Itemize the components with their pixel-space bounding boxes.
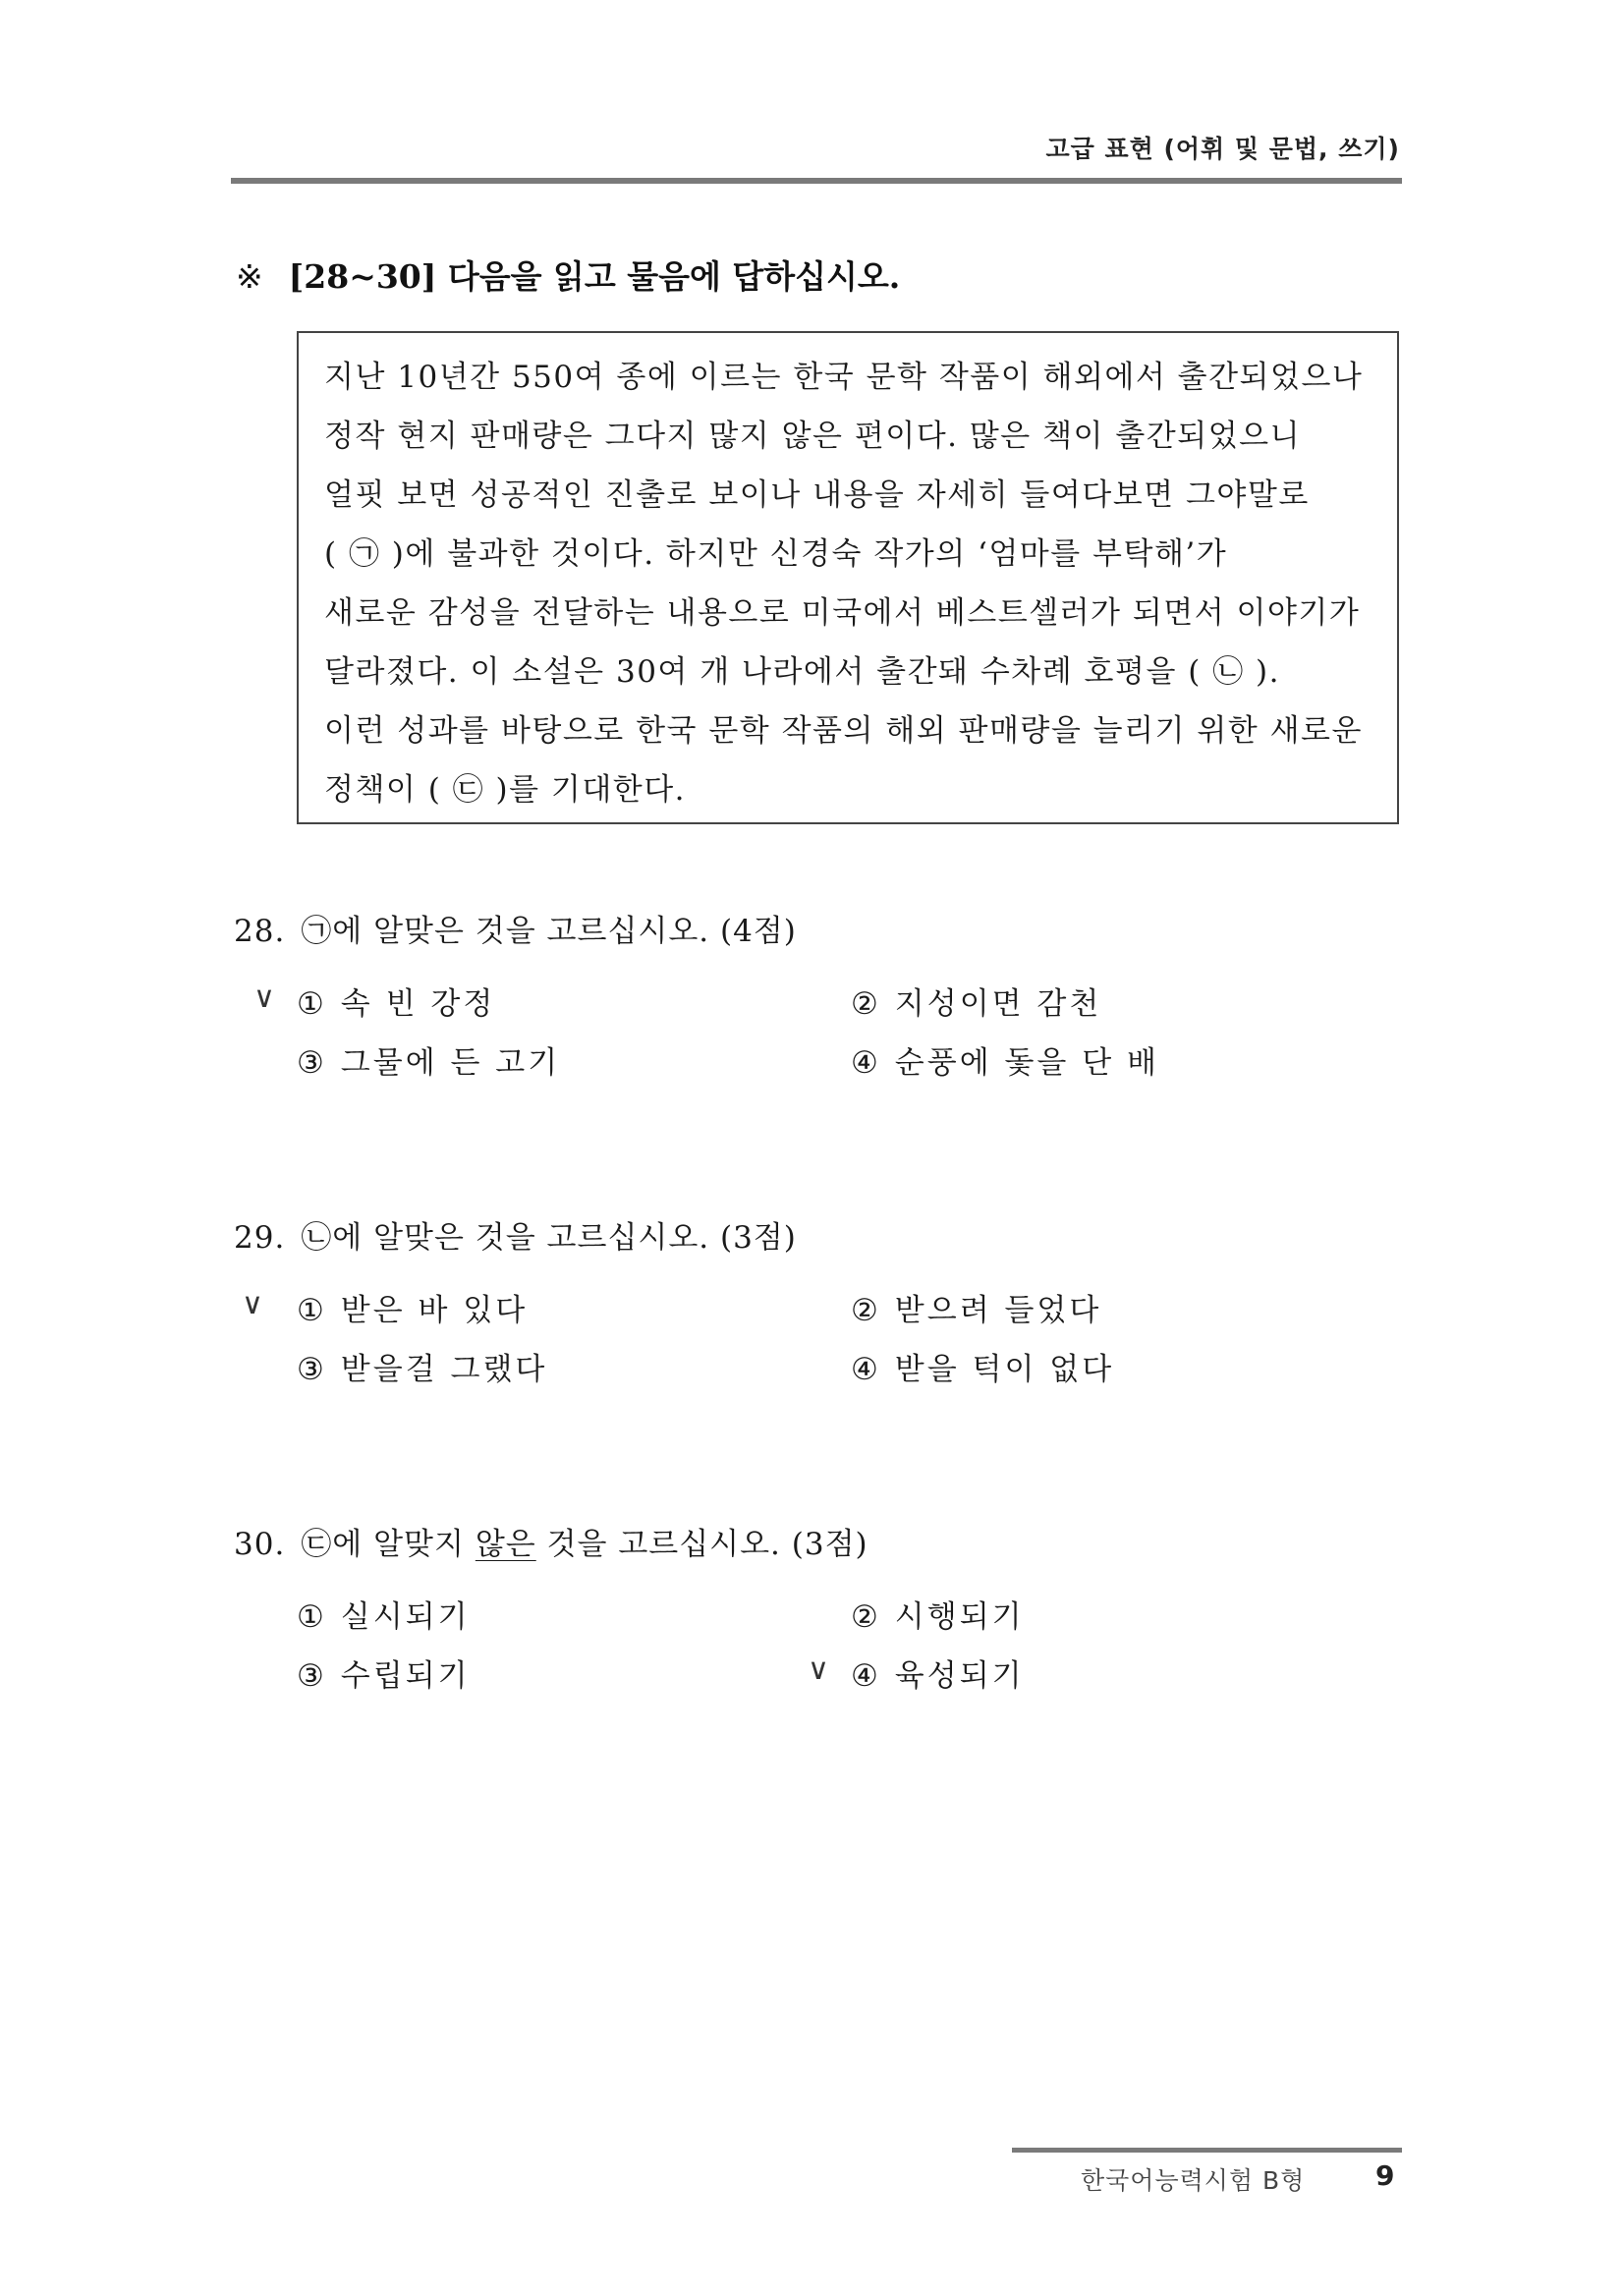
reference-mark: ※ [236, 257, 263, 296]
q28-option-1[interactable] [297, 979, 495, 1023]
passage-line: 달라졌다. 이 소설은 30여 개 나라에서 출간돼 수차례 호평을 ( ㉡ ). [324, 654, 1280, 690]
passage-line: ( ㉠ )에 불과한 것이다. 하지만 신경숙 작가의 ‘엄마를 부탁해’가 [324, 536, 1228, 572]
option-text: 속 빈 강정 [340, 986, 496, 1022]
option-text: 육성되기 [894, 1658, 1025, 1694]
option-text: 지성이면 감천 [894, 986, 1102, 1022]
q30-option-2[interactable] [851, 1592, 1025, 1636]
page-header-title: 고급 표현 (어휘 및 문법, 쓰기) [1045, 135, 1400, 163]
page-number: 9 [1375, 2159, 1395, 2192]
passage-line: 정작 현지 판매량은 그다지 많지 않은 편이다. 많은 책이 출간되었으니 [324, 419, 1302, 454]
answer-check-mark: ∨ [808, 1652, 829, 1687]
q29-option-1[interactable] [297, 1285, 528, 1329]
question-28-stem [234, 906, 797, 950]
question-number: 28. [234, 914, 286, 949]
question-text: ㉡에 알맞은 것을 고르십시오. (3점) [301, 1220, 797, 1256]
option-marker: ④ [851, 1352, 881, 1387]
q30-option-3[interactable] [297, 1651, 471, 1695]
passage-line: 이런 성과를 바탕으로 한국 문학 작품의 해외 판매량을 늘리기 위한 새로운 [324, 713, 1363, 749]
footer-rule [1012, 2148, 1402, 2153]
header-rule [231, 178, 1402, 184]
option-marker: ① [297, 1293, 327, 1328]
option-marker: ③ [297, 1045, 327, 1081]
option-marker: ④ [851, 1658, 881, 1694]
footer-exam-name: 한국어능력시험 B형 [1081, 2166, 1306, 2195]
answer-check-mark: ∨ [242, 1287, 263, 1321]
option-marker: ② [851, 1293, 881, 1328]
question-30-stem [234, 1519, 868, 1563]
option-marker: ① [297, 1599, 327, 1635]
q28-option-3[interactable] [297, 1037, 560, 1082]
q30-option-1[interactable] [297, 1592, 471, 1636]
q29-option-2[interactable] [851, 1285, 1101, 1329]
option-marker: ④ [851, 1045, 881, 1081]
q28-option-2[interactable] [851, 979, 1101, 1023]
q29-option-3[interactable] [297, 1344, 547, 1388]
passage-line: 정책이 ( ㉢ )를 기대한다. [324, 772, 687, 808]
q29-option-4[interactable] [851, 1344, 1114, 1388]
q28-option-4[interactable] [851, 1037, 1159, 1082]
option-text: 수립되기 [340, 1658, 471, 1694]
option-text: 그물에 든 고기 [340, 1045, 561, 1081]
section-heading [236, 252, 900, 298]
option-marker: ② [851, 1599, 881, 1635]
option-text: 받을 턱이 없다 [894, 1352, 1115, 1387]
option-marker: ③ [297, 1352, 327, 1387]
section-heading-text: [28~30] 다음을 읽고 물음에 답하십시오. [288, 257, 901, 296]
passage-line: 지난 10년간 550여 종에 이르는 한국 문학 작품이 해외에서 출간되었으나 [324, 360, 1364, 395]
option-marker: ② [851, 986, 881, 1022]
option-text: 순풍에 돛을 단 배 [894, 1045, 1159, 1081]
q30-option-4[interactable] [851, 1651, 1025, 1695]
option-marker: ① [297, 986, 327, 1022]
question-text-after: 것을 고르십시오. (3점) [535, 1527, 868, 1562]
passage-line: 새로운 감성을 전달하는 내용으로 미국에서 베스트셀러가 되면서 이야기가 [324, 595, 1361, 631]
answer-check-mark: ∨ [253, 980, 275, 1015]
question-text-emphasis: 않은 [475, 1527, 536, 1562]
question-text-before: ㉢에 알맞지 [301, 1527, 476, 1562]
option-text: 받은 바 있다 [340, 1293, 529, 1328]
question-number: 30. [234, 1527, 286, 1562]
option-marker: ③ [297, 1658, 327, 1694]
option-text: 받을걸 그랬다 [340, 1352, 548, 1387]
option-text: 시행되기 [894, 1599, 1025, 1635]
question-text: ㉠에 알맞은 것을 고르십시오. (4점) [301, 914, 797, 949]
passage-line: 얼핏 보면 성공적인 진출로 보이나 내용을 자세히 들여다보면 그야말로 [324, 477, 1310, 513]
option-text: 받으려 들었다 [894, 1293, 1102, 1328]
question-number: 29. [234, 1220, 286, 1256]
passage-box [297, 331, 1399, 824]
question-29-stem [234, 1212, 797, 1257]
option-text: 실시되기 [340, 1599, 471, 1635]
